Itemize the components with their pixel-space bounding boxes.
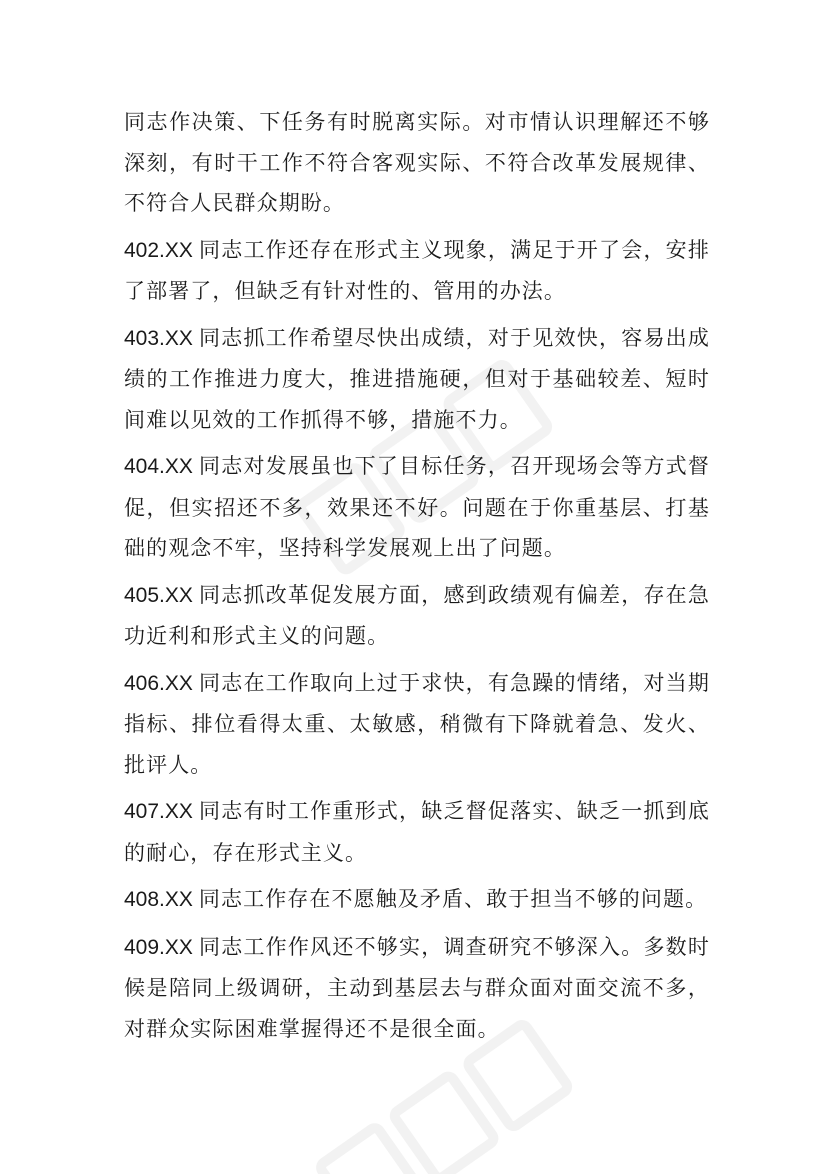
paragraph-number: 407.XX: [124, 800, 193, 823]
paragraph-402: [124, 230, 710, 312]
paragraph-text: 同志工作存在不愿触及矛盾、敢于担当不够的问题。: [198, 887, 708, 911]
paragraph-401-cont: [124, 102, 710, 224]
paragraph-text: 同志有时工作重形式，缺乏督促落实、缺乏一抓到底的耐心，存在形式主义。: [124, 799, 710, 865]
paragraph-number: 409.XX: [124, 935, 193, 959]
paragraph-text: 同志工作作风还不够实，调查研究不够深入。多数时候是陪同上级调研，主动到基层去与群众面对面交流不多，对群众实际困难掌握得还不是很全面。: [124, 934, 710, 1041]
paragraph-text: 同志抓工作希望尽快出成绩，对于见效快，容易出成绩的工作推进力度大，推进措施硬，但对于基础较差、短时间难以见效的工作抓得不够，措施不力。: [124, 325, 710, 432]
paragraph-number: 403.XX: [124, 326, 193, 350]
paragraph-405: [124, 575, 710, 657]
paragraph-number: 406.XX: [124, 671, 193, 695]
paragraph-403: [124, 318, 710, 441]
paragraph-text: 同志在工作取向上过于求快，有急躁的情绪，对当期指标、排位看得太重、太敏感，稍微有下降就着急、发火、批评人。: [124, 670, 710, 777]
paragraph-text: 同志作决策、下任务有时脱离实际。对市情认识理解还不够深刻，有时干工作不符合客观实际、不符合改革发展规律、不符合人民群众期盼。: [124, 110, 710, 215]
paragraph-406: [124, 663, 710, 786]
paragraph-number: 402.XX: [124, 238, 193, 262]
paragraph-text: 同志工作还存在形式主义现象，满足于开了会，安排了部署了，但缺乏有针对性的、管用的办法。: [124, 237, 710, 303]
paragraph-408: [124, 879, 710, 921]
paragraph-409: [124, 927, 710, 1050]
paragraph-text: 同志抓改革促发展方面，感到政绩观有偏差，存在急功近利和形式主义的问题。: [124, 582, 710, 648]
document-body: [124, 102, 710, 1049]
paragraph-407: [124, 791, 710, 873]
paragraph-text: 同志对发展虽也下了目标任务，召开现场会等方式督促，但实招还不多，效果还不好。问题在于你重基层、打基础的观念不牢，坚持科学发展观上出了问题。: [124, 454, 710, 560]
paragraph-number: 408.XX: [124, 888, 193, 911]
paragraph-404: [124, 446, 710, 569]
paragraph-number: 405.XX: [124, 583, 193, 607]
paragraph-number: 404.XX: [124, 455, 193, 478]
